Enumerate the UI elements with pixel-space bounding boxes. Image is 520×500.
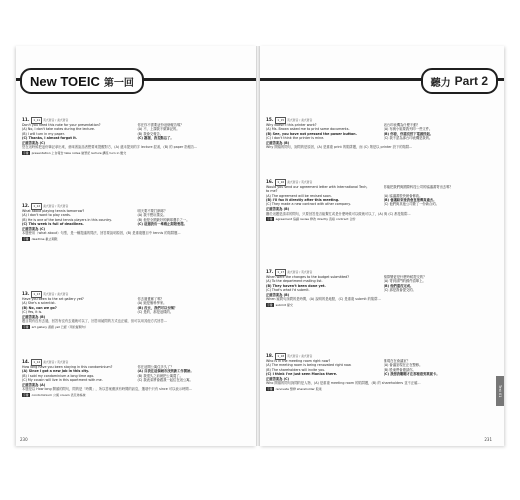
accent-tags: 英式發音 / 美式發音	[287, 354, 313, 359]
english-text: (A) Ms. Brown asked me to print some documents.	[266, 127, 350, 132]
left-header	[16, 70, 256, 92]
page-number-right: 231	[484, 437, 492, 442]
question-line	[22, 378, 244, 382]
english-text: What about playing tennis tomorrow?	[22, 209, 85, 213]
question-line	[266, 136, 492, 140]
english-text: (B) I will turn in my paper.	[22, 131, 65, 136]
vocab-label: 字彙	[267, 386, 273, 391]
english-text: (B) See, you have not pressed the power button.	[266, 131, 357, 136]
vocab-row	[22, 393, 244, 397]
chinese-translation: (C) 這週我有一堆截止期限要趕。	[137, 221, 187, 226]
english-text: (B) The shareholders will invite you.	[266, 367, 326, 372]
correct-answer: 正確答案為 (B)	[266, 207, 290, 212]
right-header	[260, 70, 504, 92]
explanation-text: 題目問有沒有去過，回答有沒有去過就可以了，回答用疑問的方式也正確，但可以用其他方式回答...	[22, 319, 167, 324]
correct-answer: 正確答案為 (C)	[266, 377, 290, 382]
question-block	[266, 118, 492, 150]
vocab-label: 字彙	[23, 150, 29, 155]
chinese-translation: (B) 他是全國最好的網球選手之一。	[137, 217, 190, 222]
english-text: (A) To the department mailing list.	[266, 279, 323, 284]
chinese-translation: (C) 他們與其他公司簽了一份新合約。	[383, 202, 439, 207]
correct-answer: 正確答案為 (B)	[266, 293, 290, 298]
accent-tags: 英式發音 / 美式發音	[287, 118, 313, 123]
chinese-translation: (B) 股東們會邀請你。	[383, 367, 416, 372]
vocab-items: art gallery 畫廊 yet 已經（用於疑問句）	[31, 324, 88, 329]
chinese-translation: (C) 我不認為那台印表機是我的。	[383, 135, 433, 140]
accent-tags: 美式發音 / 英式發音	[43, 204, 69, 209]
right-page	[260, 46, 504, 446]
english-text: (B) No, can we go?	[22, 305, 57, 310]
audio-track-label: 1_18	[277, 354, 285, 359]
chinese-translation: 你在這間公寓住多久了？	[137, 365, 174, 369]
question-line	[22, 310, 244, 314]
chinese-translation: 你去過畫廊了嗎？	[137, 297, 164, 301]
chinese-translation: (A) 寄到部門的郵件清單上。	[383, 279, 426, 284]
correct-answer: 正確答案為 (A)	[22, 383, 46, 388]
listening-label: 聽力	[430, 77, 451, 89]
english-text: Why doesn't this printer work?	[266, 123, 317, 127]
english-text: (A) I don't want to play cards.	[22, 213, 71, 218]
correct-answer: 正確答案為 (B)	[22, 315, 46, 320]
vocab-row	[22, 237, 244, 241]
english-text: (B) They haven't been done yet.	[266, 283, 326, 288]
vocab-row	[22, 151, 244, 155]
correct-answer: 正確答案為 (C)	[22, 227, 46, 232]
english-text: (C) That's what I'd submit.	[266, 287, 310, 292]
chinese-translation: (C) 我想我剛剛才在那裡看到莫妮卡。	[383, 371, 440, 376]
chinese-translation: (B) 他們還沒完成。	[383, 283, 414, 288]
english-text: to me?	[266, 189, 278, 194]
explanation-text: 本題使用（what about）句型，是一種提議的問法，回答要說明原因，(B) 是重複題目中 tennis 的陷阱題...	[22, 231, 181, 236]
question-number: 18.	[266, 353, 274, 359]
audio-track-label: 1_14	[33, 360, 41, 365]
english-text: (C) Thanks, I almost forgot it.	[22, 135, 78, 140]
test-side-tab: Test 01	[496, 376, 504, 406]
chinese-translation: (A) 布朗小姐要我列印一些文件。	[383, 127, 433, 132]
english-text: (C) This week is full of deadlines.	[22, 221, 84, 226]
vocab-label: 字彙	[23, 392, 29, 397]
question-line	[266, 288, 492, 292]
english-text: (A) She's a scientist.	[22, 301, 56, 306]
accent-tags: 英式發音 / 美式發音	[43, 118, 69, 123]
vocab-items: submit 提交	[275, 302, 293, 307]
chinese-translation: (B) 我會交報告。	[137, 131, 164, 136]
question-number: 14.	[22, 359, 30, 365]
vocab-label: 字彙	[23, 324, 29, 329]
english-text: How long have you been staying in this condominium?	[22, 365, 113, 369]
chinese-translation: 你在你不需要這份這個報告嗎？	[137, 123, 184, 127]
chinese-translation: (B) 沒去，我們可以去嗎？	[137, 305, 178, 310]
chinese-translation: 明天要不要打網球？	[137, 209, 168, 213]
explanation-text: 本題是以 How long 開頭的問句，問的是「時間」，所以答案應該有時間的訊息，選項中只有 since 可以表示時間...	[22, 387, 192, 392]
page-number-left: 230	[20, 437, 28, 442]
chinese-translation: 這台印表機為什麼不動？	[383, 123, 420, 127]
english-text: Don't you need this note for your presentation?	[22, 123, 101, 127]
vocab-items: presentation 上台報告 take notes 做筆記 lecture 講座 turn in 繳交	[31, 150, 127, 155]
question-number: 15.	[266, 117, 274, 123]
question-block	[266, 270, 492, 307]
chinese-translation: (C) 是的，那是這樣的。	[137, 309, 174, 314]
accent-tags: 英式發音 / 美式發音	[43, 292, 69, 297]
explanation-text: Why 開頭的問句，詢問的是原因，(A) 是重複 print 的陷阱題，而 (C) 則是以 printer 設下的陷阱...	[266, 145, 413, 150]
english-text: (B) I'll fax it directly after this meeting.	[266, 197, 340, 202]
english-text: (C) I don't think the printer is mine.	[266, 135, 325, 140]
question-line	[266, 202, 492, 206]
chapter-label: 第一回	[103, 77, 134, 89]
accent-tags: 美式發音 / 英式發音	[287, 180, 313, 185]
chinese-translation: (B) 我很久之前就把公寓賣了。	[137, 373, 183, 378]
question-block	[22, 292, 244, 329]
question-number: 16.	[266, 179, 274, 185]
chinese-translation: 預算變更是什麼時候提交的？	[383, 275, 427, 279]
question-block	[22, 204, 244, 241]
question-number: 11.	[22, 117, 30, 123]
brand-title: New TOEIC	[30, 73, 100, 89]
english-text: (A) Since I got a new job in this city.	[22, 369, 90, 374]
chinese-translation: (A) 不，上課我不做筆記的。	[137, 127, 180, 132]
audio-track-label: 1_15	[277, 118, 285, 123]
chinese-translation: (A) 協議書很快就會修改。	[383, 193, 423, 198]
vocab-label: 字彙	[267, 302, 273, 307]
chinese-translation: (A) 會議室現在正在整修。	[383, 363, 423, 368]
english-text: (C) They made a new contract with other company.	[266, 202, 351, 207]
correct-answer: 正確答案為 (B)	[266, 141, 290, 146]
chinese-translation: (A) 自我在這個城市找到新工作開始。	[137, 369, 194, 374]
english-text: (C) My cousin will live in this apartment with me.	[22, 377, 103, 382]
english-text: (A) No, I don't take notes during the lecture.	[22, 127, 95, 132]
accent-tags: 美式發音 / 英式發音	[287, 270, 313, 275]
explanation-text: 關於這題是請求的問句，只要回答是否能幫忙或是什麼時候可以做就可以了，(A) 與 (C) 都是陷阱...	[266, 211, 411, 216]
question-number: 12.	[22, 203, 30, 209]
english-text: Would you send our agreement letter with International Tech,	[266, 185, 368, 189]
english-text: (B) I sold my condominium a long time ago.	[22, 373, 95, 378]
explanation-text: Who 開頭的問句詢問的是人物，(A) 是重複 meeting room 的陷阱題，(B) 的 shareholders 並不正確...	[266, 381, 421, 386]
question-block	[22, 118, 244, 155]
question-block	[266, 354, 492, 391]
question-line	[22, 222, 244, 226]
english-text: Who is in the meeting room right now?	[266, 359, 331, 363]
part-label: Part 2	[454, 74, 488, 88]
part-tab	[421, 68, 498, 94]
vocab-items: deadline 截止期限	[31, 236, 58, 241]
english-text: (A) The meeting room is being renovated right now.	[266, 363, 352, 368]
question-number: 17.	[266, 269, 274, 275]
chinese-translation: (C) 謝謝，我差點忘了。	[137, 135, 174, 140]
vocab-row	[266, 387, 492, 391]
audio-track-label: 1_11	[33, 118, 41, 123]
chinese-translation: (C) 那是我會提交的。	[383, 287, 416, 292]
english-text: When were the changes to the budget submitted?	[266, 275, 349, 279]
question-line	[22, 136, 244, 140]
chinese-translation: (C) 我表弟將會跟我一起住在這公寓。	[137, 377, 193, 382]
chinese-translation: (B) 你看，你還沒按下電源按鈕。	[383, 131, 434, 136]
question-number: 13.	[22, 291, 30, 297]
question-line	[266, 372, 492, 376]
chinese-translation: 你能把我們與國際科技公司的協議書寄出去嗎？	[383, 185, 453, 189]
audio-track-label: 1_12	[33, 204, 41, 209]
vocab-row	[22, 325, 244, 329]
vocab-items: condominium 公寓 cousin 表兄弟姊妹	[31, 392, 86, 397]
chapter-tab	[20, 68, 144, 94]
vocab-row	[266, 217, 492, 221]
chinese-translation: (A) 我不想玩撲克。	[137, 213, 167, 218]
vocab-items: renovate 整修 shareholder 股東	[275, 386, 322, 391]
english-text: (B) He is one of the best tennis players in this country.	[22, 217, 112, 222]
english-text: (C) Yes, it is.	[22, 309, 43, 314]
explanation-text: When 疑問句詢問的是時間，(A) 說明的是地點，(C) 是重複 submit 的陷阱...	[266, 297, 381, 302]
chinese-translation: (A) 她是個科學家。	[137, 301, 167, 306]
question-block	[22, 360, 244, 397]
vocab-row	[266, 303, 492, 307]
vocab-items: agreement 協議 revise 修改 directly 直接 contract 合約	[275, 217, 356, 222]
chinese-translation: (B) 會議結束後我會直接傳真過去。	[383, 197, 437, 202]
english-text: Have you been to the art gallery yet?	[22, 297, 84, 301]
vocab-label: 字彙	[267, 217, 273, 222]
english-text: (A) The agreement will be revised soon.	[266, 193, 332, 198]
explanation-text: 您在這時候把這份筆記拿出來，意味著說話者想要來提醒對方，(A) 還未提到的字 lecture 混淆，(B) 的 paper 指報告...	[22, 145, 198, 150]
accent-tags: 美式發音 / 英式發音	[43, 360, 69, 365]
audio-track-label: 1_13	[33, 292, 41, 297]
correct-answer: 正確答案為 (C)	[22, 141, 46, 146]
chinese-translation: 誰現在在會議室？	[383, 359, 410, 363]
left-page	[16, 46, 256, 446]
audio-track-label: 1_17	[277, 270, 285, 275]
english-text: (C) I think I've just seen Monica there.	[266, 371, 338, 376]
question-block	[266, 180, 492, 221]
audio-track-label: 1_16	[277, 180, 285, 185]
vocab-label: 字彙	[23, 236, 29, 241]
